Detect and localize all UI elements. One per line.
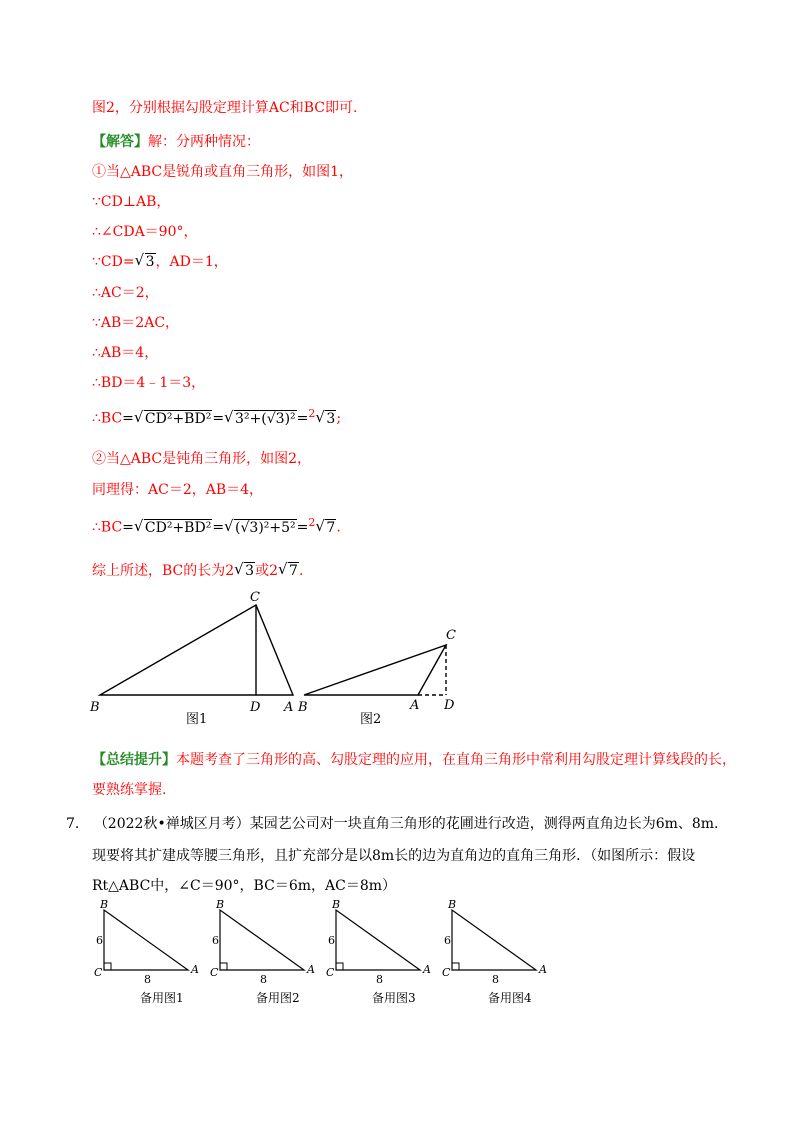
result-coef-2: 2 [308,516,316,529]
spare-label-c: C [442,966,451,979]
fig2-label-a: A [410,698,420,713]
fig1-label-c: C [250,590,260,605]
summary-line-1 [92,750,736,770]
sqrt-result-2: √ 7 [315,518,336,538]
sqrt-conc-1: √ 3 [234,561,255,581]
spare-label-a: A [191,963,199,976]
sqrt-expr-2: √ 3²+(√3)² [224,409,297,429]
spare-label-a: A [423,963,431,976]
fig1-label-d: D [250,700,261,715]
spare-figure-3 [326,898,431,1005]
result-coef: 2 [308,407,316,420]
problem-number: 7. [66,816,80,832]
step-2: ∴∠CDA＝90°， [92,224,198,240]
triangle-figures [88,585,478,730]
sqrt-expr-4: √ (√3)²+5² [224,518,297,538]
spare-label-c: C [326,966,335,979]
spare-label-b: B [216,898,225,911]
spare-label-a: A [307,963,315,976]
problem-7-line-3: Rt△ABC中，∠C＝90°，BC＝6m，AC＝8m） [92,878,397,894]
spare-side-bc: 6 [96,934,103,947]
fig2-label-d: D [444,698,455,713]
spare-side-ac: 8 [492,973,499,986]
summary-line-2: 要熟练掌握. [92,782,167,798]
spare-label-c: C [94,966,103,979]
case2-text: ②当△ABC是钝角三角形，如图2， [92,451,312,467]
answer-line [92,132,260,152]
sqrt-conc-2: √ 7 [278,561,299,581]
step-3 [92,252,228,272]
spare-side-bc: 6 [328,934,335,947]
step-10: ∴BC=√ CD²+BD²=√ (√3)²+5²=$^2$√ 7. [92,513,341,538]
problem-7-line-1 [66,814,719,834]
fig1-caption: 图1 [186,712,208,727]
spare-label-b: B [448,898,457,911]
step-8: ∴BC=√ CD²+BD²=√ 3²+(√3)²=$^2$√ 3; [92,404,341,429]
step-7: ∴BD＝4﹣1＝3， [92,375,206,391]
spare-label-b: B [332,898,341,911]
step-6: ∴AB＝4， [92,345,159,361]
answer-tag: 【解答】 [92,134,148,150]
figure-2 [297,628,456,727]
sqrt-3: √ 3 [135,252,156,272]
step-4: ∴AC＝2， [92,285,159,301]
spare-figure-1 [94,898,199,1005]
fig1-label-b: B [90,700,100,715]
spare-figures [86,898,686,1008]
fig1-label-a: A [284,700,294,715]
step-9: 同理得：AC＝2，AB＝4， [92,482,264,498]
spare-figure-4 [442,898,547,1005]
fig2-label-c: C [446,628,456,643]
spare-caption: 备用图3 [372,991,416,1005]
answer-text: 解：分两种情况： [148,134,260,150]
fig2-label-b: B [298,700,308,715]
solution-intro: 图2，分别根据勾股定理计算AC和BC即可. [92,100,358,116]
spare-label-c: C [210,966,219,979]
step-3-b: ，AD＝1， [155,254,228,270]
problem-7-text-1: （2022秋•禅城区月考）某园艺公司对一块直角三角形的花圃进行改造，测得两直角边长为6m、8m. [93,816,719,832]
step-5: ∵AB＝2AC， [92,315,180,331]
sqrt-result: √ 3 [315,409,336,429]
spare-side-ac: 8 [376,973,383,986]
spare-label-a: A [539,963,547,976]
step-1: ∵CD⊥AB， [92,194,171,210]
conclusion: 综上所述，BC的长为2√ 3或2√ 7. [92,561,303,581]
step-10-lhs: ∴BC [92,519,123,536]
spare-side-bc: 6 [444,934,451,947]
step-8-lhs: ∴BC [92,410,123,427]
sqrt-expr-3: √ CD²+BD² [134,518,212,538]
problem-7-line-2: 现要将其扩建成等腰三角形，且扩充部分是以8m长的边为直角边的直角三角形．（如图所示：假设 [92,848,696,864]
summary-tag: 【总结提升】 [92,752,176,768]
spare-side-ac: 8 [260,973,267,986]
spare-label-b: B [100,898,109,911]
spare-caption: 备用图1 [140,991,184,1005]
summary-text-1: 本题考查了三角形的高、勾股定理的应用，在直角三角形中常利用勾股定理计算线段的长， [176,752,736,768]
spare-figure-2 [210,898,315,1005]
step-3-a: ∵CD= [92,254,135,270]
case1-text: ①当△ABC是锐角或直角三角形，如图1， [92,164,354,180]
figure-1 [89,590,293,727]
spare-caption: 备用图2 [256,991,300,1005]
spare-caption: 备用图4 [488,991,532,1005]
spare-side-ac: 8 [144,973,151,986]
sqrt-expr-1: √ CD²+BD² [134,409,212,429]
spare-side-bc: 6 [212,934,219,947]
fig2-caption: 图2 [360,712,382,727]
